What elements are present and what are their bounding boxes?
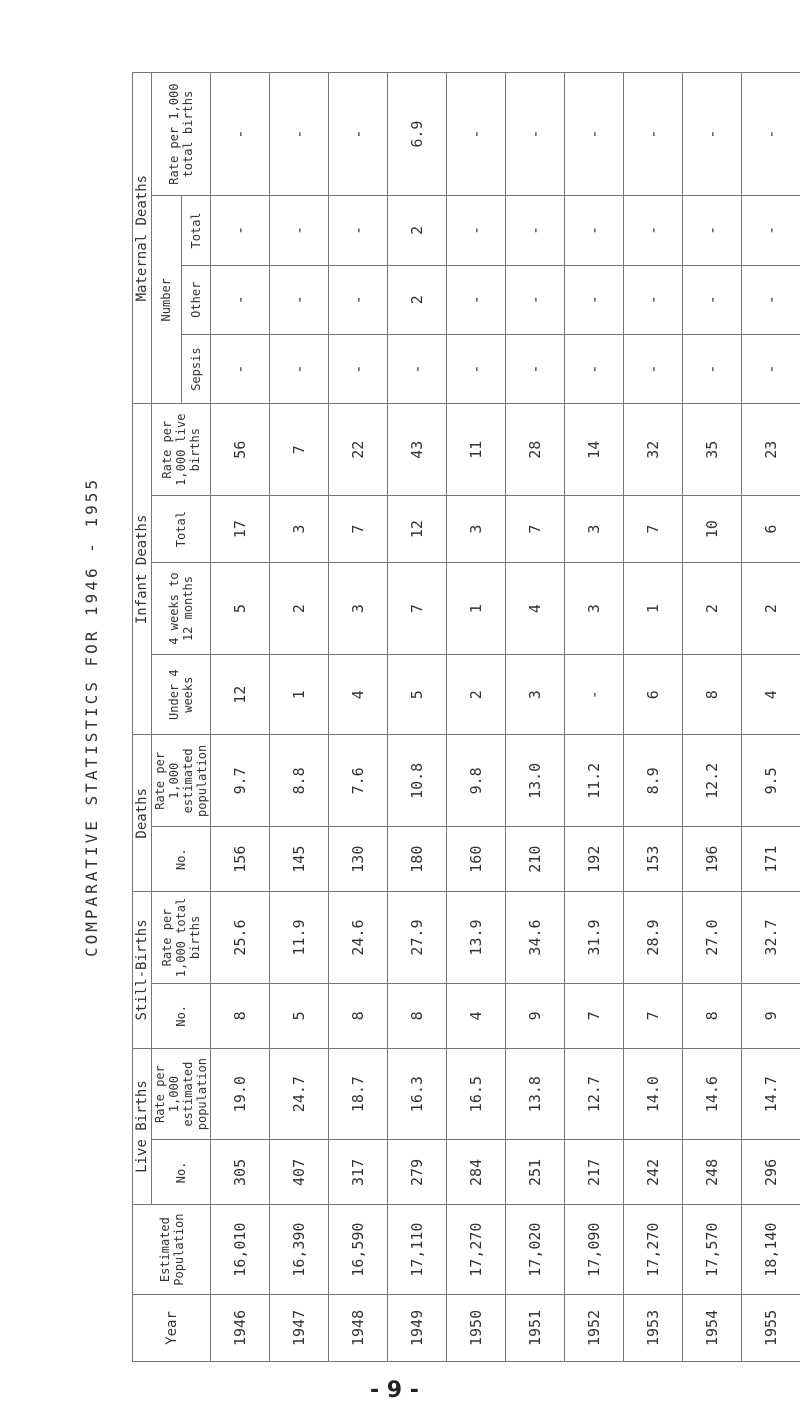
table-row bbox=[211, 73, 270, 1362]
cell-u4w: 3 bbox=[506, 654, 565, 735]
cell-sb-no: 9 bbox=[506, 983, 565, 1048]
cell-pop: 17,020 bbox=[506, 1205, 565, 1295]
cell-w4m12: 7 bbox=[388, 563, 447, 655]
still-births-rate-header: Rate per 1,000 total births bbox=[152, 892, 211, 984]
cell-inf-total: 10 bbox=[683, 496, 742, 563]
cell-sepsis: - bbox=[270, 334, 329, 403]
table-row bbox=[270, 73, 329, 1362]
table-row bbox=[447, 73, 506, 1362]
cell-sb-no: 4 bbox=[447, 983, 506, 1048]
cell-lb-rate: 13.8 bbox=[506, 1048, 565, 1140]
cell-inf-total: 7 bbox=[506, 496, 565, 563]
cell-u4w: 6 bbox=[624, 654, 683, 735]
cell-inf-total: 12 bbox=[388, 496, 447, 563]
page-number: - 9 - bbox=[370, 1378, 419, 1403]
cell-d-no: 160 bbox=[447, 827, 506, 892]
cell-w4m12: 2 bbox=[683, 563, 742, 655]
live-births-no-header: No. bbox=[152, 1140, 211, 1205]
cell-lb-no: 296 bbox=[742, 1140, 800, 1205]
cell-year: 1946 bbox=[211, 1294, 270, 1361]
cell-mat-total: - bbox=[447, 196, 506, 265]
cell-lb-rate: 16.5 bbox=[447, 1048, 506, 1140]
cell-d-no: 192 bbox=[565, 827, 624, 892]
cell-d-rate: 12.2 bbox=[683, 735, 742, 827]
cell-sb-no: 7 bbox=[624, 983, 683, 1048]
maternal-other-header: Other bbox=[181, 265, 211, 334]
live-births-rate-header: Rate per 1,000 estimated population bbox=[152, 1048, 211, 1140]
deaths-rate-header: Rate per 1,000 estimated population bbox=[152, 735, 211, 827]
table-row bbox=[388, 73, 447, 1362]
cell-lb-no: 407 bbox=[270, 1140, 329, 1205]
cell-d-rate: 13.0 bbox=[506, 735, 565, 827]
cell-lb-no: 284 bbox=[447, 1140, 506, 1205]
cell-inf-rate: 32 bbox=[624, 404, 683, 496]
cell-lb-no: 248 bbox=[683, 1140, 742, 1205]
cell-inf-total: 7 bbox=[329, 496, 388, 563]
table-row bbox=[624, 73, 683, 1362]
cell-mat-rate: - bbox=[270, 73, 329, 196]
cell-sb-no: 9 bbox=[742, 983, 800, 1048]
cell-d-no: 145 bbox=[270, 827, 329, 892]
cell-d-rate: 8.8 bbox=[270, 735, 329, 827]
cell-inf-rate: 23 bbox=[742, 404, 800, 496]
cell-d-rate: 9.7 bbox=[211, 735, 270, 827]
cell-sepsis: - bbox=[447, 334, 506, 403]
cell-sb-rate: 25.6 bbox=[211, 892, 270, 984]
cell-year: 1947 bbox=[270, 1294, 329, 1361]
cell-lb-no: 305 bbox=[211, 1140, 270, 1205]
cell-other: - bbox=[329, 265, 388, 334]
cell-mat-total: - bbox=[506, 196, 565, 265]
cell-d-no: 196 bbox=[683, 827, 742, 892]
infant-deaths-header: Infant Deaths bbox=[133, 404, 152, 735]
cell-mat-rate: - bbox=[565, 73, 624, 196]
cell-pop: 17,570 bbox=[683, 1205, 742, 1295]
cell-lb-no: 317 bbox=[329, 1140, 388, 1205]
maternal-deaths-header: Maternal Deaths bbox=[133, 73, 152, 404]
cell-year: 1954 bbox=[683, 1294, 742, 1361]
cell-mat-rate: - bbox=[329, 73, 388, 196]
cell-inf-rate: 56 bbox=[211, 404, 270, 496]
cell-d-no: 156 bbox=[211, 827, 270, 892]
cell-w4m12: 1 bbox=[447, 563, 506, 655]
cell-sepsis: - bbox=[211, 334, 270, 403]
cell-u4w: - bbox=[565, 654, 624, 735]
cell-u4w: 12 bbox=[211, 654, 270, 735]
cell-mat-rate: 6.9 bbox=[388, 73, 447, 196]
cell-sb-rate: 32.7 bbox=[742, 892, 800, 984]
cell-year: 1949 bbox=[388, 1294, 447, 1361]
cell-sepsis: - bbox=[683, 334, 742, 403]
cell-sb-no: 8 bbox=[211, 983, 270, 1048]
cell-lb-rate: 24.7 bbox=[270, 1048, 329, 1140]
cell-lb-rate: 14.7 bbox=[742, 1048, 800, 1140]
cell-mat-total: - bbox=[329, 196, 388, 265]
cell-other: - bbox=[447, 265, 506, 334]
cell-inf-rate: 22 bbox=[329, 404, 388, 496]
cell-pop: 18,140 bbox=[742, 1205, 800, 1295]
cell-lb-rate: 14.6 bbox=[683, 1048, 742, 1140]
cell-sb-rate: 27.0 bbox=[683, 892, 742, 984]
table-body bbox=[211, 73, 800, 1362]
cell-mat-total: 2 bbox=[388, 196, 447, 265]
cell-pop: 16,010 bbox=[211, 1205, 270, 1295]
cell-lb-no: 242 bbox=[624, 1140, 683, 1205]
cell-sb-rate: 34.6 bbox=[506, 892, 565, 984]
cell-pop: 17,110 bbox=[388, 1205, 447, 1295]
cell-inf-rate: 43 bbox=[388, 404, 447, 496]
cell-mat-total: - bbox=[211, 196, 270, 265]
cell-w4m12: 2 bbox=[742, 563, 800, 655]
statistics-table bbox=[132, 72, 800, 1362]
maternal-total-header: Total bbox=[181, 196, 211, 265]
cell-u4w: 4 bbox=[742, 654, 800, 735]
deaths-header: Deaths bbox=[133, 735, 152, 892]
cell-sepsis: - bbox=[388, 334, 447, 403]
cell-inf-rate: 11 bbox=[447, 404, 506, 496]
year-header: Year bbox=[133, 1294, 211, 1361]
cell-mat-total: - bbox=[742, 196, 800, 265]
cell-d-no: 153 bbox=[624, 827, 683, 892]
cell-pop: 17,090 bbox=[565, 1205, 624, 1295]
cell-mat-total: - bbox=[270, 196, 329, 265]
cell-d-rate: 8.9 bbox=[624, 735, 683, 827]
infant-4w-12m-header: 4 weeks to 12 months bbox=[152, 563, 211, 655]
cell-w4m12: 2 bbox=[270, 563, 329, 655]
cell-pop: 17,270 bbox=[447, 1205, 506, 1295]
cell-lb-no: 279 bbox=[388, 1140, 447, 1205]
cell-mat-total: - bbox=[565, 196, 624, 265]
infant-under-4-weeks-header: Under 4 weeks bbox=[152, 654, 211, 735]
cell-inf-total: 3 bbox=[447, 496, 506, 563]
cell-w4m12: 5 bbox=[211, 563, 270, 655]
table-row bbox=[742, 73, 800, 1362]
cell-sb-rate: 13.9 bbox=[447, 892, 506, 984]
deaths-no-header: No. bbox=[152, 827, 211, 892]
cell-other: - bbox=[211, 265, 270, 334]
cell-inf-total: 17 bbox=[211, 496, 270, 563]
cell-d-no: 180 bbox=[388, 827, 447, 892]
cell-other: - bbox=[506, 265, 565, 334]
cell-other: - bbox=[683, 265, 742, 334]
cell-u4w: 1 bbox=[270, 654, 329, 735]
cell-lb-rate: 18.7 bbox=[329, 1048, 388, 1140]
cell-sb-rate: 28.9 bbox=[624, 892, 683, 984]
page-title: COMPARATIVE STATISTICS FOR 1946 - 1955 bbox=[82, 476, 101, 958]
cell-u4w: 5 bbox=[388, 654, 447, 735]
cell-sepsis: - bbox=[329, 334, 388, 403]
cell-sepsis: - bbox=[565, 334, 624, 403]
infant-total-header: Total bbox=[152, 496, 211, 563]
cell-sb-rate: 31.9 bbox=[565, 892, 624, 984]
cell-sb-no: 7 bbox=[565, 983, 624, 1048]
maternal-rate-header: Rate per 1,000 total births bbox=[152, 73, 211, 196]
cell-lb-no: 217 bbox=[565, 1140, 624, 1205]
estimated-population-header: Estimated Population bbox=[133, 1205, 211, 1295]
cell-mat-total: - bbox=[624, 196, 683, 265]
still-births-header: Still-Births bbox=[133, 892, 152, 1049]
cell-u4w: 8 bbox=[683, 654, 742, 735]
cell-inf-total: 3 bbox=[565, 496, 624, 563]
cell-sb-no: 8 bbox=[388, 983, 447, 1048]
cell-sepsis: - bbox=[742, 334, 800, 403]
rotated-page bbox=[82, 72, 782, 1362]
still-births-no-header: No. bbox=[152, 983, 211, 1048]
cell-sb-rate: 24.6 bbox=[329, 892, 388, 984]
cell-year: 1955 bbox=[742, 1294, 800, 1361]
cell-w4m12: 4 bbox=[506, 563, 565, 655]
table-row bbox=[683, 73, 742, 1362]
maternal-sepsis-header: Sepsis bbox=[181, 334, 211, 403]
cell-u4w: 4 bbox=[329, 654, 388, 735]
cell-mat-rate: - bbox=[742, 73, 800, 196]
cell-d-no: 210 bbox=[506, 827, 565, 892]
cell-other: - bbox=[270, 265, 329, 334]
cell-year: 1950 bbox=[447, 1294, 506, 1361]
cell-other: 2 bbox=[388, 265, 447, 334]
cell-u4w: 2 bbox=[447, 654, 506, 735]
maternal-number-header: Number bbox=[152, 196, 182, 404]
cell-lb-no: 251 bbox=[506, 1140, 565, 1205]
cell-other: - bbox=[742, 265, 800, 334]
cell-mat-rate: - bbox=[211, 73, 270, 196]
cell-w4m12: 3 bbox=[565, 563, 624, 655]
cell-inf-rate: 35 bbox=[683, 404, 742, 496]
cell-pop: 16,390 bbox=[270, 1205, 329, 1295]
cell-lb-rate: 12.7 bbox=[565, 1048, 624, 1140]
cell-d-no: 130 bbox=[329, 827, 388, 892]
infant-rate-header: Rate per 1,000 live births bbox=[152, 404, 211, 496]
cell-w4m12: 1 bbox=[624, 563, 683, 655]
cell-d-rate: 11.2 bbox=[565, 735, 624, 827]
cell-d-rate: 9.5 bbox=[742, 735, 800, 827]
cell-other: - bbox=[624, 265, 683, 334]
cell-inf-total: 3 bbox=[270, 496, 329, 563]
cell-other: - bbox=[565, 265, 624, 334]
cell-pop: 16,590 bbox=[329, 1205, 388, 1295]
cell-inf-rate: 14 bbox=[565, 404, 624, 496]
cell-sb-rate: 11.9 bbox=[270, 892, 329, 984]
cell-year: 1952 bbox=[565, 1294, 624, 1361]
cell-year: 1953 bbox=[624, 1294, 683, 1361]
cell-sb-no: 8 bbox=[683, 983, 742, 1048]
live-births-header: Live Births bbox=[133, 1048, 152, 1205]
cell-sb-no: 8 bbox=[329, 983, 388, 1048]
cell-year: 1948 bbox=[329, 1294, 388, 1361]
cell-lb-rate: 14.0 bbox=[624, 1048, 683, 1140]
cell-d-rate: 10.8 bbox=[388, 735, 447, 827]
cell-sb-no: 5 bbox=[270, 983, 329, 1048]
cell-inf-rate: 7 bbox=[270, 404, 329, 496]
cell-year: 1951 bbox=[506, 1294, 565, 1361]
cell-sb-rate: 27.9 bbox=[388, 892, 447, 984]
table-row bbox=[565, 73, 624, 1362]
cell-d-rate: 9.8 bbox=[447, 735, 506, 827]
cell-inf-total: 7 bbox=[624, 496, 683, 563]
cell-inf-rate: 28 bbox=[506, 404, 565, 496]
cell-mat-total: - bbox=[683, 196, 742, 265]
cell-mat-rate: - bbox=[506, 73, 565, 196]
cell-mat-rate: - bbox=[683, 73, 742, 196]
cell-lb-rate: 16.3 bbox=[388, 1048, 447, 1140]
cell-mat-rate: - bbox=[447, 73, 506, 196]
table-row bbox=[506, 73, 565, 1362]
cell-inf-total: 6 bbox=[742, 496, 800, 563]
cell-mat-rate: - bbox=[624, 73, 683, 196]
cell-sepsis: - bbox=[506, 334, 565, 403]
cell-w4m12: 3 bbox=[329, 563, 388, 655]
cell-d-rate: 7.6 bbox=[329, 735, 388, 827]
table-row bbox=[329, 73, 388, 1362]
cell-lb-rate: 19.0 bbox=[211, 1048, 270, 1140]
cell-d-no: 171 bbox=[742, 827, 800, 892]
cell-sepsis: - bbox=[624, 334, 683, 403]
cell-pop: 17,270 bbox=[624, 1205, 683, 1295]
